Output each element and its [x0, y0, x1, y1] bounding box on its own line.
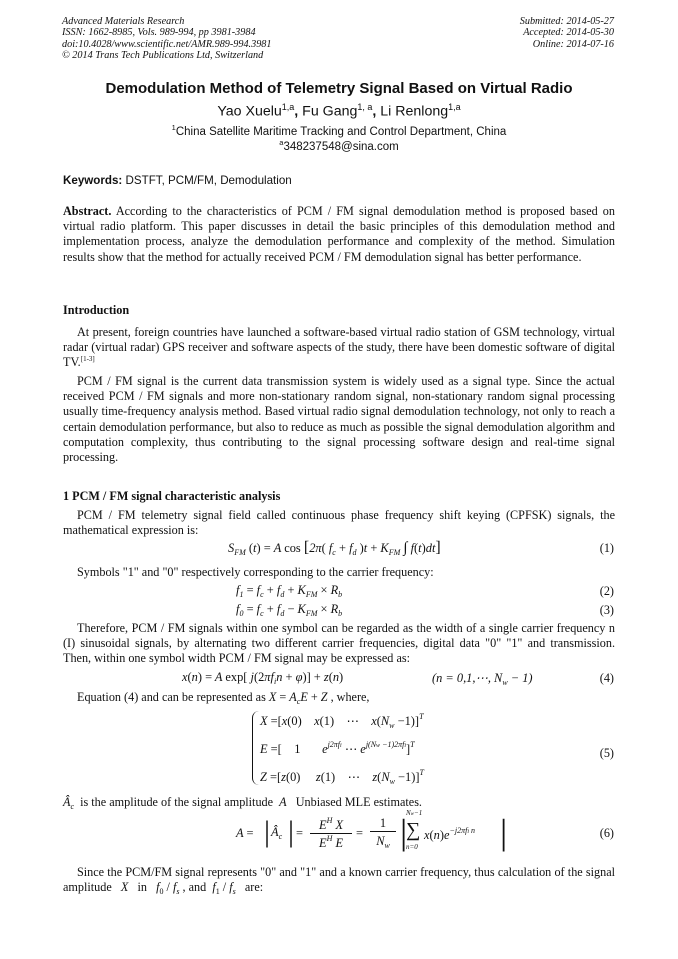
online-date: Online: 2014-07-16 — [532, 38, 614, 50]
equation-2: $f_1 = f_c + f_d + K_{FM} \times R_b$ — [236, 583, 343, 599]
submission-dates — [520, 16, 614, 50]
paragraph-text: is the amplitude of the signal amplitude — [80, 795, 274, 809]
paragraph-text: are: — [244, 880, 264, 895]
author-mark: 1,a — [281, 102, 295, 112]
accepted-date: Accepted: 2014-05-30 — [523, 27, 614, 39]
paper-title: Demodulation Method of Telemetry Signal Based on Virtual Radio — [105, 80, 573, 97]
paragraph: Symbols "1" and "0" respectively corresponding to the carrier frequency: — [77, 565, 434, 579]
author-mark: 1, a — [357, 102, 373, 112]
equation-3: $f_0 = f_c + f_d - K_{FM} \times R_b$ — [236, 602, 343, 618]
equation-5-row-z: Z =[z(0) z(1) ⋯ $z(N_w -1)]^T$ — [260, 768, 424, 786]
abstract-label: Abstract. — [63, 204, 112, 218]
equation-5-row-e: E =[ 1 $e^{j2\pi fi}$ ⋯ $e^{j(Nw -1)2\pi fi}]^T$ — [260, 740, 415, 756]
paragraph: Since the PCM/FM signal represents "0" and "1" and a known carrier frequency, thus calculation of the signal amplitude X in $f_0 / f_s$ , and $f_1 / f_s$ are: — [63, 865, 615, 897]
equation-number: (3) — [599, 603, 614, 617]
range-text: (n = 0,1,⋯, N — [432, 671, 503, 685]
abstract — [63, 204, 615, 265]
section-heading: 1 PCM / FM signal characteristic analysis — [63, 489, 281, 503]
email-text: 348237548@sina.com — [283, 140, 399, 153]
affiliation-mark: 1 — [171, 123, 176, 132]
journal-issn: ISSN: 1662-8985, Vols. 989-994, pp 3981-3984 — [62, 27, 256, 39]
paragraph: Therefore, PCM / FM signals within one symbol can be regarded as the width of a single carrier frequency n (I) sinusoidal signals, by alternating two different carrier frequencies, digital data "0" "1" and transmission. Then, within one symbol width PCM / FM signal may be expressed as: — [63, 621, 615, 666]
keywords — [63, 174, 292, 187]
equation-1: $S_{FM}$ (t) = A cos [2π( $f_c + f_d$ )$t + K_{FM}$ ∫ f(t)dt] — [228, 539, 441, 557]
paragraph-text: , and — [182, 880, 207, 895]
equation-number: (1) — [599, 541, 614, 555]
email-mark: a — [279, 138, 284, 147]
equation-4-range — [432, 670, 533, 687]
affiliation-text: China Satellite Maritime Tracking and Control Department, China — [175, 125, 507, 138]
paragraph-text: Equation (4) and can be represented as — [77, 690, 266, 704]
keywords-label: Keywords: — [63, 174, 123, 187]
journal-name: Advanced Materials Research — [62, 16, 185, 27]
equation-5-row-x: X =[x(0) x(1) ⋯ $x(N_w -1)]^T$ — [260, 712, 424, 730]
author-mark: 1,a — [448, 102, 461, 112]
paragraph: PCM / FM telemetry signal field called continuous phase frequency shift keying (CPFSK) signals, the mathematical expression is: — [63, 508, 615, 538]
journal-doi: doi:10.4028/www.scientific.net/AMR.989-994.3981 — [62, 38, 272, 50]
author-list: Yao Xuelu$^{1,a}$, Fu Gang$^{1, a}$, Li Renlong$^{1,a}$ — [217, 102, 461, 120]
equation-number: (5) — [599, 746, 614, 760]
equation-brace — [252, 711, 259, 785]
paragraph — [63, 325, 615, 371]
citation: [1-3] — [80, 355, 95, 364]
abstract-text: According to the characteristics of PCM / FM signal demodulation method is proposed based on virtual radio platform. This paper discusses in detail the basic principles of this demodulation method and implementation process, analyze the demodulation performance and complexity of the method. Simulation results show that the method for actually received PCM / FM demodulation signal has better performance. — [63, 204, 615, 264]
paragraph: PCM / FM signal is the current data transmission system is widely used as a signal type. Since the actual received PCM / FM signals and more non-stationary random signal, non-stationary random signal processing usually time-frequency analysis method. Based virtual radio signal demodulation technology, not only to reach a certain demodulation performance, but also to reduce as much as possible the signal demodulation algorithm and computation complexity, thus contributing to the signal processing software design and real-time signal processing. — [63, 374, 615, 465]
equation-number: (2) — [599, 584, 614, 598]
range-subscript: w — [502, 678, 508, 687]
range-end: − 1) — [507, 671, 533, 685]
author-name: Fu Gang — [302, 103, 358, 120]
paper-page: Advanced Materials Research ISSN: 1662-8985, Vols. 989-994, pp 3981-3984 doi:10.4028/www.scientific.net/AMR.989-994.3981 © 2014 Trans Tech Publications Ltd, Switzerland Submitted: 2014-05-27 Accepted: 2014-05-30 Online: 2014-07-16 Demodulation Method of Telemetry Signal Based on Virtual Radio Yao Xuelu$^{1,a}$, Fu Gang$^{1, a}$, Li Renlong$^{1,a}$ $^1$China Satellite Maritime Tracking and Control Department, China $^a$348237548@sina.com Keywords: DSTFT, PCM/FM, Demodulation Abstract. According to the characteristics of PCM / FM signal demodulation method is proposed based on virtual radio platform. This paper discusses in detail the basic principles of this demodulation method and implementation process, analyze the demodulation performance and complexity of the method. Simulation results show that the method for actually received PCM / FM demodulation signal has better performance. Introduction At present, foreign countries have launched a software-based virtual radio station of GSM technology, virtual radar (virtual radar) GPS receiver and software aspects of the study, there have been domestic software of digital TV.[1-3] PCM / FM signal is the current data transmission system is widely used as a signal type. Since the actual received PCM / FM signals and more non-stationary random signal, non-stationary random signal processing usually time-frequency analysis method. Based virtual radio signal demodulation technology, not only to reach a certain demodulation performance, but also to reduce as much as possible the signal demodulation algorithm and computation complexity, thus contributing to the signal processing software design and real-time signal processing. 1 PCM / FM signal characteristic analysis PCM / FM telemetry signal field called continuous phase frequency shift keying (CPFSK) signals, the mathematical expression is: $S_{FM}$ (t) = A cos [2π( $f_c + f_d$ )$t + K_{FM}$ ∫ f(t)dt] (1) Symbols "1" and "0" respectively corresponding to the carrier frequency: $f_1 = f_c + f_d + K_{FM} \times R_b$ (2) $f_0 = f_c + f_d - K_{FM} \times R_b$ (3) Therefore, PCM / FM signals within one symbol can be regarded as the width of a single carrier frequency n (I) sinusoidal signals, by alternating two different carrier frequencies, digital data "0" "1" and transmission. Then, within one symbol width PCM / FM signal may be expressed as: x(n) = A exp[ $j(2\pi f_in + \varphi)] + z(n)$ (n = 0,1,⋯, $N_w - 1$) (4) Equation (4) and can be represented as $X = A_cE + Z$ , where, X =[x(0) x(1) ⋯ $x(N_w -1)]^T$ E =[ 1 $e^{j2\pi fi}$ ⋯ $e^{j(Nw -1)2\pi fi}]^T$ Z =[z(0) z(1) ⋯ $z(N_w -1)]^T$ (5) $Â_c$ is the amplitude of the signal amplitude A Unbiased MLE estimates. A = | $Â_c$ | = $E^H$ X $E^H$ E = 1 $N_w$ | Nw−1 ∑ n=0 $x(n)e^{-j2\pi fi n}$ | (6) Since the PCM/FM signal represents "0" and "1" and a known carrier frequency, thus calculation of the signal amplitude X in $f_0 / f_s$ , and $f_1 / f_s$ are: — [0, 0, 678, 959]
paragraph-text: Unbiased MLE estimates. — [295, 795, 422, 809]
affiliation — [0, 123, 678, 138]
equation-4: x(n) = A exp[ $j(2\pi f_in + \varphi)] + z(n)$ — [182, 670, 344, 686]
journal-info — [62, 16, 271, 62]
author-name: Yao Xuelu — [217, 103, 282, 120]
paragraph: Equation (4) and can be represented as $X = A_cE + Z$ , where, — [77, 690, 370, 706]
paragraph-text: , where, — [330, 690, 370, 704]
paragraph-text: At present, foreign countries have launched a software-based virtual radio station of GSM technology, virtual radar (virtual radar) GPS receiver and software aspects of the study, there have been domestic software of digital TV. — [63, 325, 615, 370]
journal-copyright: © 2014 Trans Tech Publications Ltd, Switzerland — [62, 50, 264, 62]
submitted-date: Submitted: 2014-05-27 — [519, 16, 614, 27]
section-heading: Introduction — [63, 303, 130, 317]
author-name: Li Renlong — [380, 103, 449, 120]
keywords-text: DSTFT, PCM/FM, Demodulation — [125, 174, 292, 187]
paragraph: $Â_c$ is the amplitude of the signal amplitude A Unbiased MLE estimates. — [63, 795, 422, 811]
equation-number: (6) — [599, 826, 614, 840]
author-email — [0, 138, 678, 153]
equation-number: (4) — [599, 671, 614, 685]
paragraph-text: Since the PCM/FM signal represents "0" and "1" and a known carrier frequency, thus calculation of the signal amplitude — [63, 865, 615, 895]
paragraph-text: in — [137, 880, 147, 895]
